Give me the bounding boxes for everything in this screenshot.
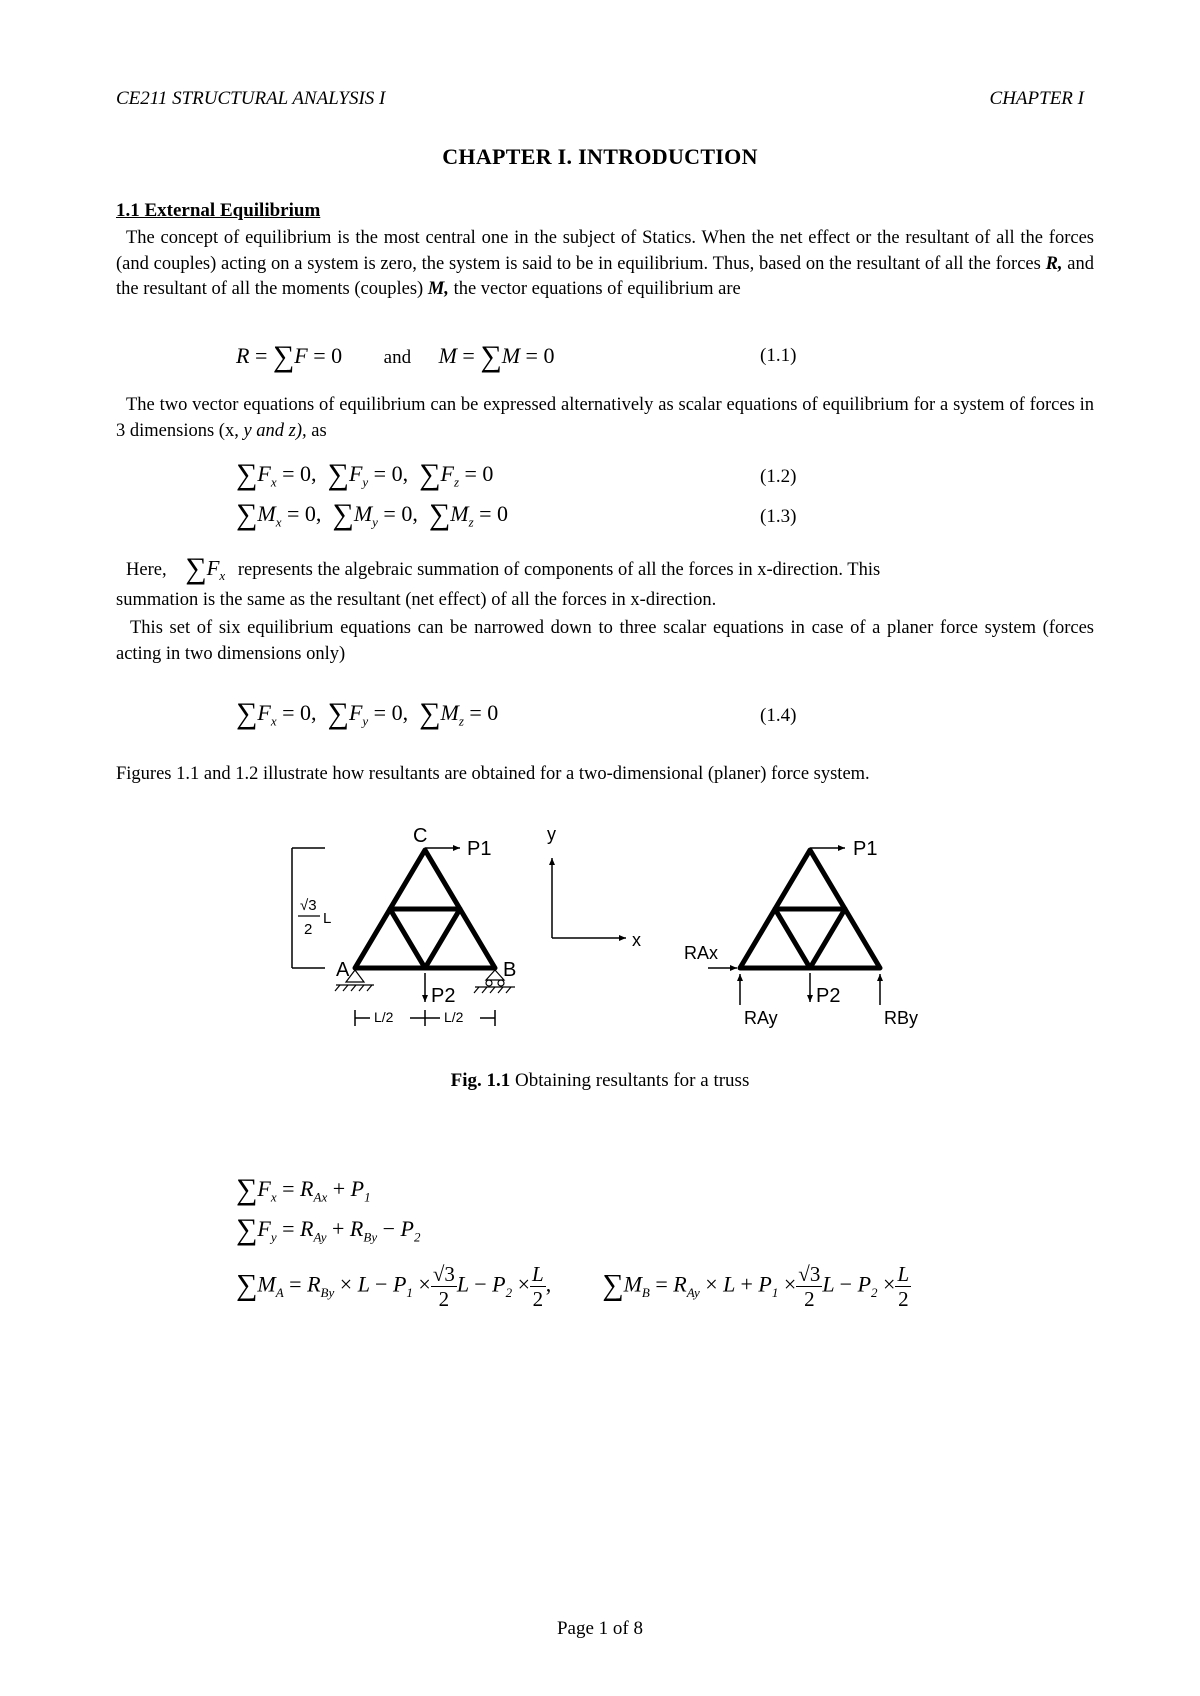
equation-1-2: $\sum F_x = 0$, $\sum F_y = 0$, $\sum F_z = 0$ <box>236 458 494 491</box>
node-c-label: C <box>413 825 428 847</box>
reaction-rby-label: RBy <box>884 1008 919 1028</box>
equation-1-3: $\sum M_x = 0$, $\sum M_y = 0$, $\sum M_z = 0$ <box>236 498 509 531</box>
dim-two: 2 <box>304 921 313 938</box>
equation-number-1-3: (1.3) <box>760 506 797 527</box>
page-footer: Page 1 of 8 <box>556 1618 643 1639</box>
truss-inner-triangle <box>390 909 460 968</box>
equation-number-1-4: (1.4) <box>760 705 797 726</box>
axis-x-label: x <box>632 930 641 950</box>
dim-L: L <box>323 910 332 927</box>
paragraph-4: This set of six equilibrium equations can be narrowed down to three scalar equations in case of a planer force system (forces acting in two dimensions only) <box>116 618 1094 664</box>
equation-number-1-1: (1.1) <box>760 345 797 366</box>
span-left-label: L/2 <box>374 1009 394 1025</box>
load-p2-label: P2 <box>431 985 456 1007</box>
equation-number-1-2: (1.2) <box>760 466 797 487</box>
paragraph-1: The concept of equilibrium is the most central one in the subject of Statics. When the net effect or the resultant of all the forces (and couples) acting on a system is zero, the system is said to be in equilibrium. Thus, based on the resultant of all the forces R, and the resultant of all the moments (couples) M, the vector equations of equilibrium are <box>116 228 1095 299</box>
paragraph-3: Here, $\sum F_x$ represents the algebraic summation of components of all the forces in x-direction. This <box>126 552 881 585</box>
equation-1-4: $\sum F_x = 0$, $\sum F_y = 0$, $\sum M_z = 0$ <box>236 697 499 730</box>
resultant-fy: $\sum F_y = R_{Ay} + R_{By} - P_2$ <box>236 1213 421 1246</box>
paragraph-5: Figures 1.1 and 1.2 illustrate how resultants are obtained for a two-dimensional (planer) force system. <box>116 764 870 784</box>
fbd-p2-label: P2 <box>816 985 841 1007</box>
fbd-p1-label: P1 <box>853 838 878 860</box>
reaction-rax-label: RAx <box>684 943 719 963</box>
running-header-right: CHAPTER I <box>989 88 1084 109</box>
dim-sqrt3: √3 <box>300 897 317 914</box>
axis-y-label: y <box>547 824 556 844</box>
coordinate-axes <box>552 858 626 938</box>
figure-1-1-truss <box>270 810 950 1060</box>
equation-1-1: R = ∑F = 0 and M = ∑M = 0 <box>236 340 555 373</box>
left-truss <box>355 850 495 968</box>
span-right-label: L/2 <box>444 1009 464 1025</box>
figure-caption: Fig. 1.1 Obtaining resultants for a truss <box>450 1070 750 1091</box>
paragraph-3-line-2: summation is the same as the resultant (net effect) of all the forces in x-direction. <box>116 590 717 610</box>
resultant-moments: $\sum M_A = R_{By} \times L - P_1$ × $\frac{√3}{2}$ $L - P_2$ × $\frac{L}{2}$ , $\sum M_B = R_{Ay} \times L + P_1$ × $\frac{√3}{2}$ $L - P_2$ × $\frac{L}{2}$ <box>236 1262 910 1311</box>
paragraph-2: The two vector equations of equilibrium can be expressed alternatively as scalar equations of equilibrium for a system of forces in 3 dimensions (x, y and z), as <box>116 395 1094 441</box>
node-b-label: B <box>503 959 517 981</box>
reaction-ray-label: RAy <box>744 1008 778 1028</box>
right-truss-free-body <box>740 850 880 968</box>
resultant-fx: $\sum F_x = R_{Ax} + P_1$ <box>236 1173 371 1206</box>
load-p1-label: P1 <box>467 838 492 860</box>
chapter-title: CHAPTER I. INTRODUCTION <box>442 144 758 169</box>
section-heading: 1.1 External Equilibrium <box>116 200 321 221</box>
node-a-label: A <box>336 959 350 981</box>
running-header-left: CE211 STRUCTURAL ANALYSIS I <box>116 88 386 109</box>
